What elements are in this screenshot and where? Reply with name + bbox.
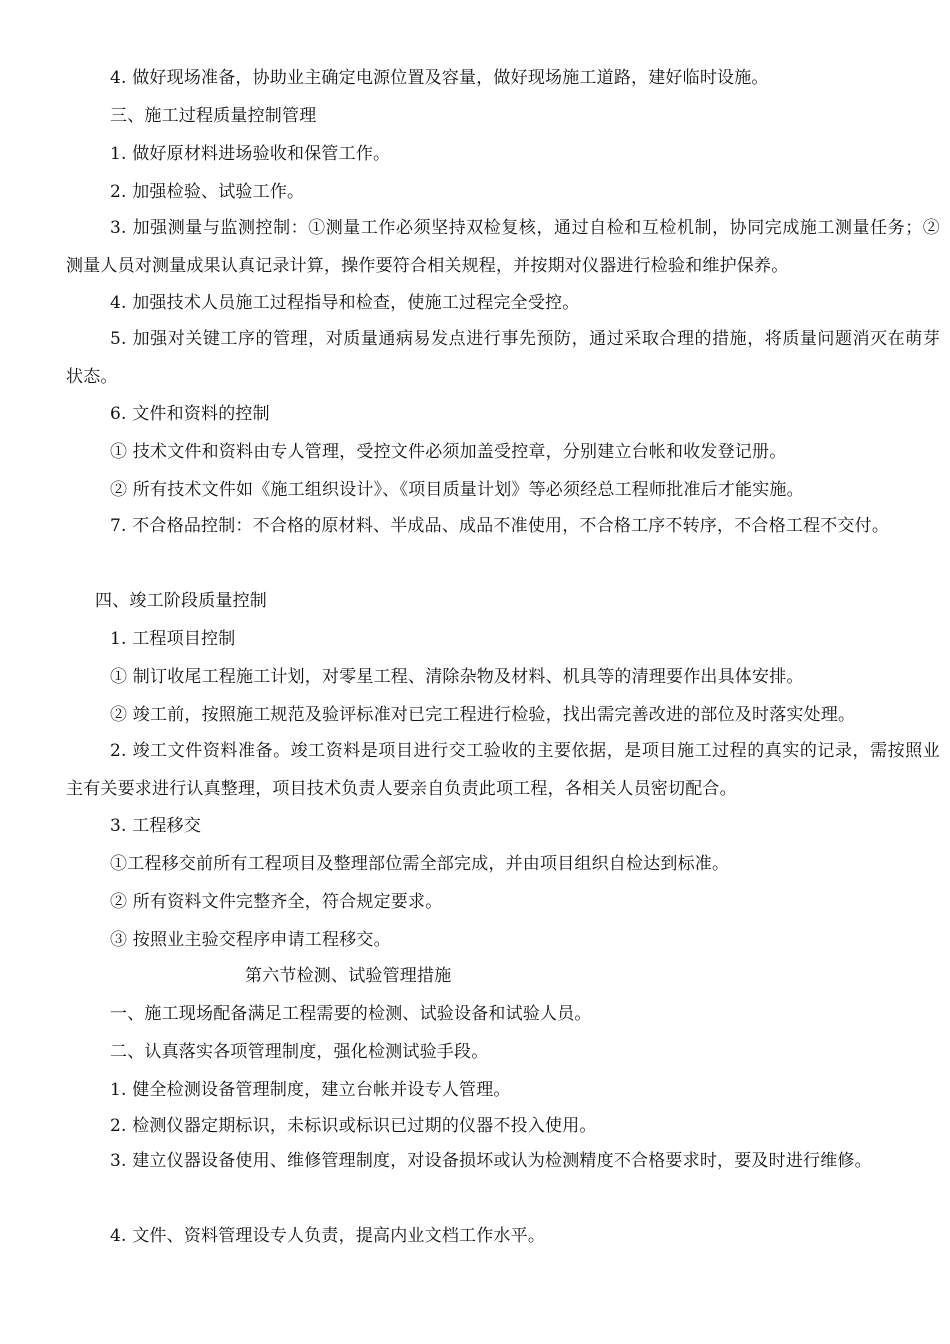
item-4-technical-guidance: 4. 加强技术人员施工过程指导和检查，使施工过程完全受控。 bbox=[110, 293, 580, 313]
subitem-technical-files: ① 技术文件和资料由专人管理，受控文件必须加盖受控章，分别建立台帐和收发登记册。 bbox=[110, 442, 787, 462]
testing-subitem-4: 4. 文件、资料管理设专人负责，提高内业文档工作水平。 bbox=[110, 1226, 546, 1246]
item-1-materials: 1. 做好原材料进场验收和保管工作。 bbox=[110, 144, 391, 164]
testing-item-two: 二、认真落实各项管理制度，强化检测试验手段。 bbox=[110, 1042, 489, 1062]
item-3-handover: 3. 工程移交 bbox=[110, 816, 202, 836]
subitem-apply-handover: ③ 按照业主验交程序申请工程移交。 bbox=[110, 930, 391, 950]
testing-item-one: 一、施工现场配备满足工程需要的检测、试验设备和试验人员。 bbox=[110, 1004, 592, 1024]
item-2-completion-documents: 2. 竣工文件资料准备。竣工资料是项目进行交工验收的主要依据，是项目施工过程的真实的记录，需按照业主有关要求进行认真整理，项目技术负责人要亲自负责此项工程，各相关人员密切配合。 bbox=[66, 741, 940, 799]
testing-subitem-1: 1. 健全检测设备管理制度，建立台帐并设专人管理。 bbox=[110, 1080, 511, 1100]
item-1-project-control: 1. 工程项目控制 bbox=[110, 629, 236, 649]
item-6-document-control: 6. 文件和资料的控制 bbox=[110, 404, 270, 424]
subitem-documents-complete: ② 所有资料文件完整齐全，符合规定要求。 bbox=[110, 892, 443, 912]
item-2-inspection: 2. 加强检验、试验工作。 bbox=[110, 182, 305, 202]
subitem-approval: ② 所有技术文件如《施工组织设计》、《项目质量计划》等必须经总工程师批准后才能实施。 bbox=[110, 480, 804, 500]
testing-subitem-2: 2. 检测仪器定期标识，未标识或标识已过期的仪器不投入使用。 bbox=[110, 1116, 597, 1136]
section-title-testing-management: 第六节检测、试验管理措施 bbox=[245, 966, 452, 986]
item-3-measurement: 3. 加强测量与监测控制：①测量工作必须坚持双检复核，通过自检和互检机制，协同完成施工测量任务；②测量人员对测量成果认真记录计算，操作要符合相关规程，并按期对仪器进行检验和维护保养。 bbox=[66, 218, 940, 276]
testing-subitem-3: 3. 建立仪器设备使用、维修管理制度，对设备损坏或认为检测精度不合格要求时，要及时进行维修。 bbox=[110, 1151, 872, 1171]
subitem-pre-completion-check: ② 竣工前，按照施工规范及验评标准对已完工程进行检验，找出需完善改进的部位及时落实处理。 bbox=[110, 705, 856, 725]
subitem-finishing-plan: ① 制订收尾工程施工计划，对零星工程、清除杂物及材料、机具等的清理要作出具体安排。 bbox=[110, 667, 804, 687]
section-heading-construction-quality: 三、施工过程质量控制管理 bbox=[110, 106, 317, 126]
item-7-nonconforming: 7. 不合格品控制：不合格的原材料、半成品、成品不准使用，不合格工序不转序，不合格工程不交付。 bbox=[110, 516, 890, 536]
subitem-handover-complete: ①工程移交前所有工程项目及整理部位需全部完成，并由项目组织自检达到标准。 bbox=[110, 854, 730, 874]
section-heading-completion-quality: 四、竣工阶段质量控制 bbox=[95, 591, 267, 611]
item-4-site-preparation: 4. 做好现场准备，协助业主确定电源位置及容量，做好现场施工道路，建好临时设施。 bbox=[110, 68, 769, 88]
item-5-key-processes: 5. 加强对关键工序的管理，对质量通病易发点进行事先预防，通过采取合理的措施，将质量问题消灭在萌芽状态。 bbox=[66, 329, 940, 387]
